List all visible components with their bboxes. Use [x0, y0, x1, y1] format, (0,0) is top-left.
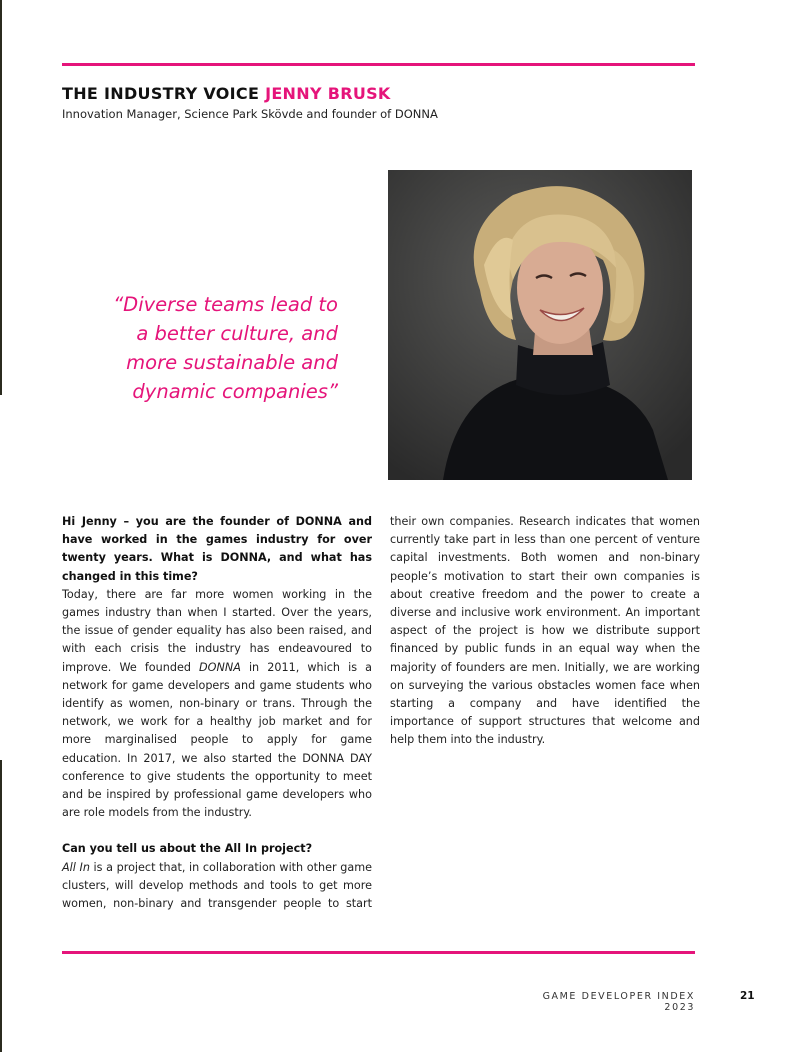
portrait-photo: [388, 170, 692, 480]
interview-question-2: Can you tell us about the All In project?: [62, 842, 313, 856]
bottom-accent-rule: [62, 951, 695, 954]
article-subtitle: Innovation Manager, Science Park Skövde and founder of DONNA: [62, 107, 438, 121]
heading-prefix: THE INDUSTRY VOICE: [62, 84, 260, 103]
interview-answer-1: [62, 586, 372, 823]
top-accent-rule: [62, 63, 695, 66]
paragraph-gap: [62, 822, 372, 840]
donna-italic: DONNA: [199, 660, 241, 674]
page-number: 21: [740, 990, 755, 1002]
left-column: [62, 513, 700, 918]
pull-quote-line: dynamic companies”: [132, 380, 338, 403]
interview-question-1: Hi Jenny – you are the founder of DONNA and have worked in the games industry for over twenty years. What is DONNA, and what has changed in this time?: [62, 515, 372, 583]
pull-quote: [100, 290, 338, 406]
answer-1-text-cont: in 2011, which is a network for game developers and game students who identify as women, non-binary or trans. Through the network, we work for a healthy job market and for more marginalised people to apply for game education. In 2017, we also started the DONNA DAY conference to give students the opportunity to meet and be inspired by professional game developers who are role models from the industry.: [62, 660, 372, 820]
pull-quote-line: “Diverse teams lead to: [113, 293, 338, 316]
page-edge-strip: [0, 0, 2, 395]
page-edge-strip-lower: [0, 760, 2, 1052]
article-heading: [62, 84, 391, 103]
portrait-illustration: [388, 170, 692, 480]
publication-label: GAME DEVELOPER INDEX 2023: [542, 991, 695, 1013]
all-in-italic: All In: [62, 860, 90, 874]
pull-quote-line: more sustainable and: [126, 351, 338, 374]
heading-name: JENNY BRUSK: [265, 84, 391, 103]
pull-quote-line: a better culture, and: [136, 322, 338, 345]
answer-1-text: Today, there are far more women working in the games industry than when I started. Over the years, the issue of gender equality has also been raised, and with each crisis the industry has endeavoured to improve. We founded: [62, 587, 372, 674]
answer-2-text: is a project that, in collaboration with other game clusters, will develop methods and tools to get more women, non-binary and transgender people to start their own companies. Research indicates that women currently take part in less than one percent of venture capital investments. Both women and non-binary people’s motivation to start their own companies is about creative freedom and the power to create a diverse and inclusive work environment. An important aspect of the project is how we distribute support financed by public funds in an equal way when the majority of founders are men. Initially, we are working on surveying the various obstacles women face when starting a company and have identified the importance of support structures that welcome and help them into the industry.: [62, 515, 700, 911]
